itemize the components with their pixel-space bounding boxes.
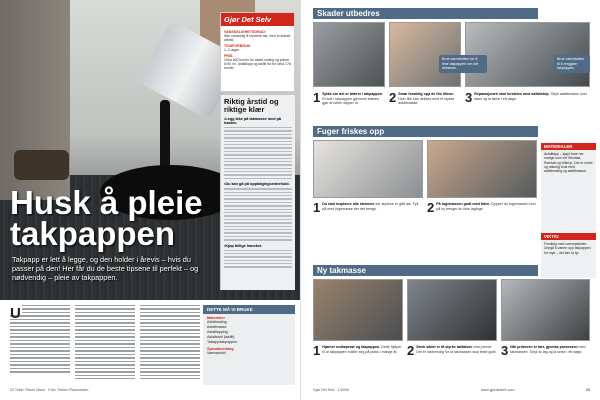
difficulty-label: VANSKELIGHETSGRAD: <box>224 30 267 34</box>
step-takmasse-3: 3 Når primeren er tørr, gjentas prosessen med takmassen. Stryk to lag og la tørke i ett døgn. <box>501 343 586 358</box>
gjor-det-selv-banner: Gjør Det Selv <box>221 13 294 26</box>
photo-fuger-2 <box>427 140 537 198</box>
step-fuger-2: 2 På fugemassen godt med tiden. Dypper du fugemassen bort på ny trenger du ikke lagfuge. <box>427 200 536 215</box>
warning-sidebar <box>541 233 596 278</box>
tips-bold-3: •Kjøp billige hansker. <box>224 243 263 248</box>
left-folio: 22 Tekst: Randi Olsen · Foto: Torben Rasmussen <box>10 388 89 392</box>
materials-box-header: DETTE MÅ VI BRUKE <box>203 305 295 314</box>
price-label: PRIS: <box>224 54 234 58</box>
tips-sidebar <box>220 95 295 290</box>
section-title-takmasse: Ny takmasse <box>313 265 538 276</box>
step-skader-1: 1 Sjekk om det er blærer i takpappen. Et kutt i takpappen gjennom blæren gjør at luften slipper ut. <box>313 90 383 106</box>
step-skader-2: 2 Smør forsiktig opp de fire lillene. Hver lille kan dekkes med et stykke asfaltmasse. <box>389 90 455 106</box>
price-value: Cirka 800 kroner for asfalt-maling og primer til 50 m². Asfaltlapp og takfilt fra for cirka 178 kroner. <box>224 58 291 70</box>
difficulty-value: Ikke vanskelig å reparere tak, men et skitnet arbeid. <box>224 34 291 42</box>
materials-label: Materialer <box>207 316 225 320</box>
materials-item: Taklapp/takpappen <box>207 340 238 344</box>
materials-sidebar <box>541 143 596 243</box>
materials-item: Asfaltstoff (takfilt) <box>207 335 235 339</box>
body-column-1 <box>10 305 70 383</box>
warning-header: VIKTIG <box>541 233 596 240</box>
materials-sidebar-text: Asfaltlapp – kjøpt bare her mange som vet Windløs, Rambøl og Wittrup. Det er enkel og naturlig bruk med asfaltmaling og asfaltmasse. <box>544 152 593 174</box>
materials-item: Asfaltmaling <box>207 320 227 324</box>
time-value: 1–2 dager <box>224 48 240 52</box>
page-number: 23 <box>586 388 590 392</box>
special-tools-item: Varmepistol <box>207 351 226 355</box>
right-page <box>300 0 600 400</box>
materials-item: Asfaltlapping <box>207 330 228 334</box>
step-skader-3: 3 Reparasjonen skal forsteles med asfaltstrip. Stryk asfaltmasse over taket og la tørke i ett døgn. <box>465 90 587 105</box>
page-title: Husk å pleie takpappen <box>10 184 203 252</box>
materials-box <box>203 305 295 385</box>
time-label: TIDSFORBRUK: <box>224 44 252 48</box>
body-column-2 <box>75 305 135 383</box>
lede-paragraph: Takpapp er lett å legge, og den holder i årevis – hvis du passer på den! Her får du de beste tipsene til perfekt – og nødvendig – pleie av takpappen. <box>12 255 199 282</box>
body-column-3 <box>140 305 200 383</box>
materials-sidebar-header: MATERIALER <box>541 143 596 150</box>
worker-boot <box>14 150 69 180</box>
callout-2: Bruk varmeluften til å rengjøre takpappen. <box>554 55 590 73</box>
photo-fuger-1 <box>313 140 423 198</box>
tips-title: Riktig årstid og riktige klær <box>224 97 279 114</box>
photo-takmasse-3 <box>501 279 590 341</box>
tips-bold-2: •Du kan gå på oppfølgingsenbehold. <box>224 182 290 187</box>
photo-takmasse-1 <box>313 279 403 341</box>
photo-takmasse-2 <box>407 279 497 341</box>
materials-item: Asfaltmasse <box>207 325 227 329</box>
step-fuger-1: 1 Du skal inspisere alle steinene der skylene er gått løs. Fyll på med fugemasse der det trengs. <box>313 200 419 215</box>
special-tools-label: Spesialverktøy <box>207 347 234 351</box>
warning-text: Forsiktig med varmepistolen. Unngå å varme opp takpappen for mye – det kan ta fyr. <box>544 242 591 255</box>
drop-cap: U <box>10 305 21 322</box>
right-folio-left: Gjør Det Selv · 1/2008 <box>313 388 349 392</box>
right-folio-url: www.gjordetselv.com <box>481 388 515 392</box>
section-title-skader: Skader utbedres <box>313 8 538 19</box>
step-takmasse-1: 1 Hjørner nedløpsrør og takpappen. Dette hjelper til at takpappen holder seg på plass i mange år. <box>313 343 402 358</box>
difficulty-card <box>220 12 295 92</box>
step-takmasse-2: 2 Strek sådet er få styrke takfalsen med primer. Det er nødvendig for at takmassen skal feste godt. <box>407 343 497 358</box>
photo-step-1 <box>313 22 385 87</box>
section-title-fuger: Fuger friskes opp <box>313 126 538 137</box>
tips-bold-1: •Legg ikke på takmasse med på høsten. <box>224 117 282 125</box>
callout-1: Bruk varmeluften for å lime takpappen om det behøves. <box>439 55 487 73</box>
